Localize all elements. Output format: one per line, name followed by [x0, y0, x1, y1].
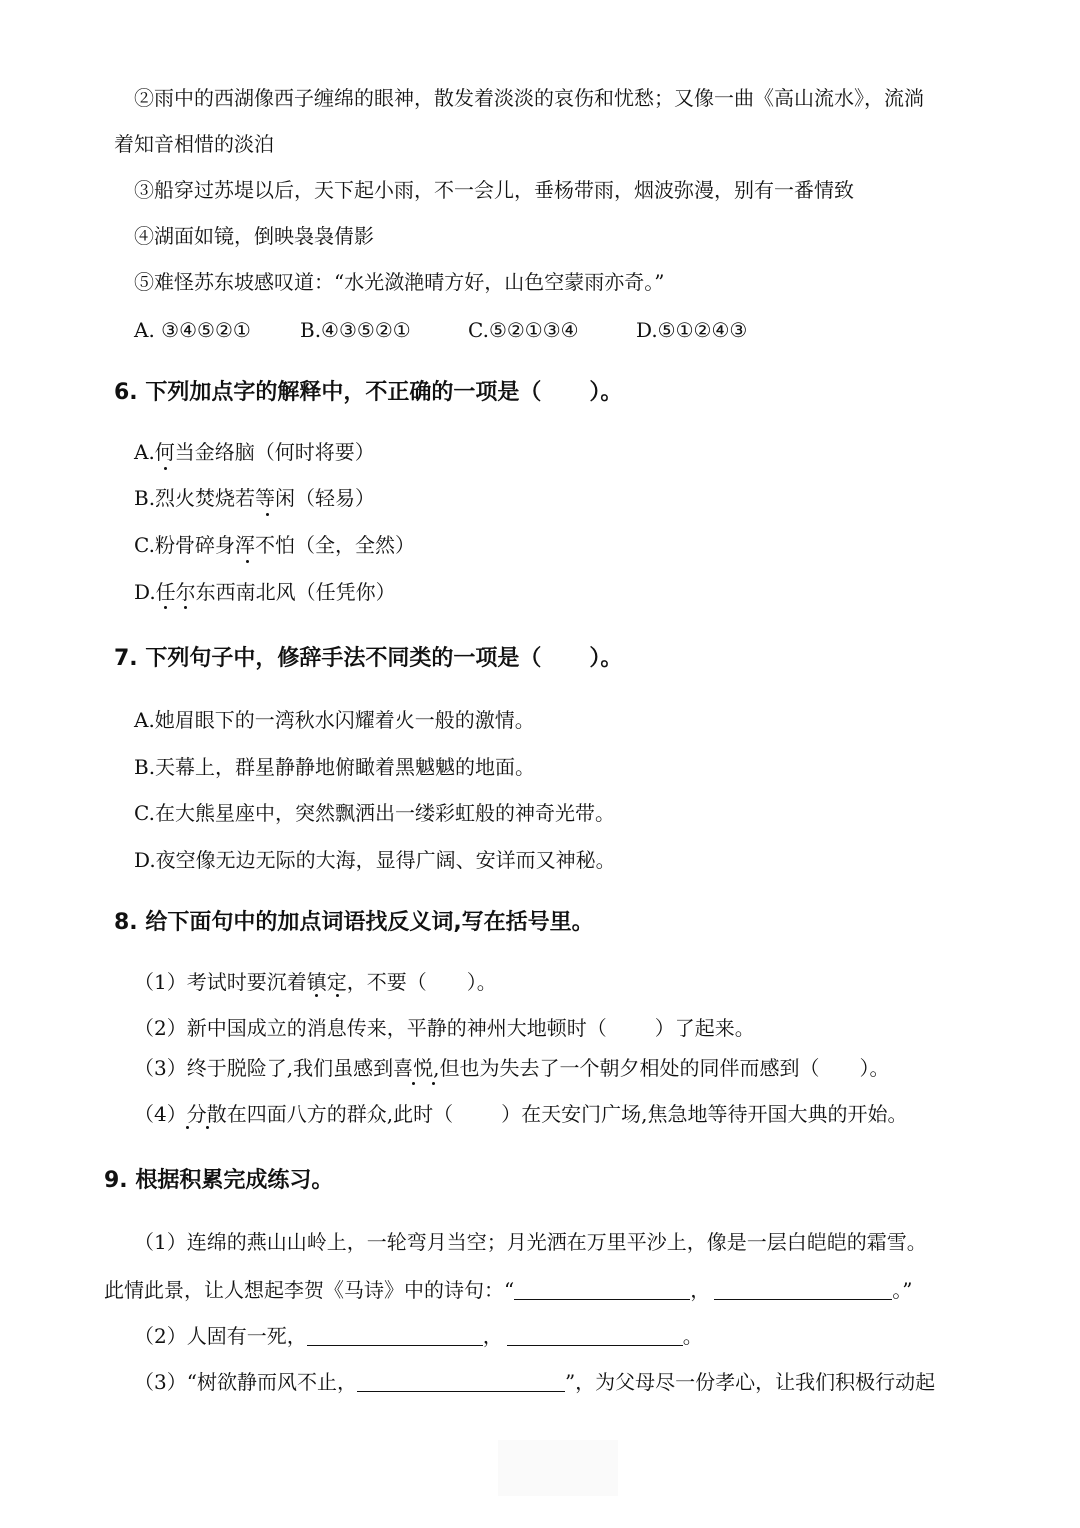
q8-item-3: [134, 1054, 889, 1082]
q6-option-b: B.烈火焚烧若等闲（轻易）: [134, 486, 376, 510]
q9-item-3-rest: ”，为父母尽一份孝心，让我们积极行动起: [564, 1370, 936, 1394]
q8-item-2: [134, 1014, 755, 1042]
q7-option-a: A.她眉眼下的一湾秋水闪耀着火一般的激情。: [134, 708, 535, 732]
q7-option-b: B.天幕上，群星静静地俯瞰着黑魆魆的地面。: [134, 755, 536, 779]
q6-title-text: 6. 下列加点字的解释中，不正确的一项是（: [114, 380, 542, 405]
q6-option-d: D.任尔东西南北风（任凭你）: [134, 580, 396, 604]
q5-option-b: B.④③⑤②①: [300, 318, 411, 342]
q9-item-2: [134, 1322, 703, 1350]
q5-sentence-3: ③船穿过苏堤以后，天下起小雨，不一会儿，垂杨带雨，烟波弥漫，别有一番情致: [134, 178, 854, 202]
q8-item-3-end: ）。: [859, 1056, 890, 1080]
q8-title: 8. 给下面句中的加点词语找反义词,写在括号里。: [114, 910, 594, 935]
q8-item-1-text: （1）考试时要沉着镇定，不要（: [134, 970, 427, 994]
emphasis-dot: [336, 994, 339, 997]
q5-option-d: D.⑤①②④③: [636, 318, 748, 342]
emphasis-dot: [186, 1126, 189, 1129]
q9-item-1-line-2: [104, 1276, 912, 1304]
q5-sentence-4: ④湖面如镜，倒映袅袅倩影: [134, 224, 374, 248]
q9-item-3: [134, 1368, 935, 1396]
answer-blank[interactable]: [714, 1277, 892, 1300]
q6-option-c: C.粉骨碎身浑不怕（全，全然）: [134, 533, 415, 557]
answer-blank[interactable]: [307, 1323, 483, 1346]
faint-watermark-area: [498, 1440, 618, 1496]
q7-title-end: ）。: [589, 646, 623, 671]
q9-item-1-end: 。”: [892, 1278, 913, 1302]
q7-option-c: C.在大熊星座中，突然飘洒出一缕彩虹般的神奇光带。: [134, 801, 615, 825]
q8-item-4: [134, 1100, 907, 1128]
q6-option-a: A.何当金络脑（何时将要）: [134, 440, 375, 464]
q7-title-text: 7. 下列句子中，修辞手法不同类的一项是（: [114, 646, 542, 671]
q8-item-2-end: ）了起来。: [654, 1016, 755, 1040]
q9-item-1-line-1: （1）连绵的燕山山岭上，一轮弯月当空；月光洒在万里平沙上，像是一层白皑皑的霜雪。: [134, 1230, 927, 1254]
answer-blank[interactable]: [507, 1323, 683, 1346]
emphasis-dot: [412, 1082, 415, 1085]
q5-option-a: A. ③④⑤②①: [134, 318, 251, 342]
q8-item-4-text: （4）分散在四面八方的群众,此时（: [134, 1102, 454, 1126]
q8-item-4-end: ）在天安门广场,焦急地等待开国大典的开始。: [501, 1102, 908, 1126]
q6-title-end: ）。: [589, 380, 623, 405]
q8-item-1: [134, 968, 497, 996]
q5-sentence-2-line-1: ②雨中的西湖像西子缠绵的眼神，散发着淡淡的哀伤和忧愁；又像一曲《高山流水》，流淌: [134, 86, 924, 110]
emphasis-dot: [164, 467, 167, 470]
q9-item-1-comma: ，: [690, 1278, 711, 1302]
q7-title: [114, 644, 622, 674]
q5-options: [134, 316, 747, 344]
emphasis-dot: [315, 994, 318, 997]
q8-item-3-text: （3）终于脱险了,我们虽感到喜悦,但也为失去了一个朝夕相处的同伴而感到（: [134, 1056, 820, 1080]
answer-blank[interactable]: [514, 1277, 690, 1300]
q9-item-2-prompt: （2）人固有一死，: [134, 1324, 307, 1348]
emphasis-dot: [164, 606, 167, 609]
emphasis-dot: [432, 1082, 435, 1085]
q6-title: [114, 378, 622, 408]
q8-item-2-text: （2）新中国成立的消息传来，平静的神州大地顿时（: [134, 1016, 607, 1040]
emphasis-dot: [246, 560, 249, 563]
q7-option-d: D.夜空像无边无际的大海，显得广阔、安详而又神秘。: [134, 848, 616, 872]
q5-sentence-5: ⑤难怪苏东坡感叹道：“水光潋滟晴方好，山色空蒙雨亦奇。”: [134, 270, 665, 294]
q9-item-3-prompt: （3）“树欲静而风不止，: [134, 1370, 357, 1394]
q9-item-2-comma: ，: [482, 1324, 503, 1348]
answer-blank[interactable]: [357, 1369, 565, 1392]
q9-item-2-end: 。: [682, 1324, 703, 1348]
emphasis-dot: [184, 606, 187, 609]
q9-title: 9. 根据积累完成练习。: [104, 1168, 334, 1193]
q5-sentence-2-line-2: 着知音相惜的淡泊: [114, 132, 274, 156]
emphasis-dot: [206, 1126, 209, 1129]
q8-item-1-end: ）。: [466, 970, 497, 994]
q5-option-c: C.⑤②①③④: [468, 318, 579, 342]
emphasis-dot: [266, 513, 269, 516]
q9-item-1-prompt: 此情此景，让人想起李贺《马诗》中的诗句：“: [104, 1278, 515, 1302]
